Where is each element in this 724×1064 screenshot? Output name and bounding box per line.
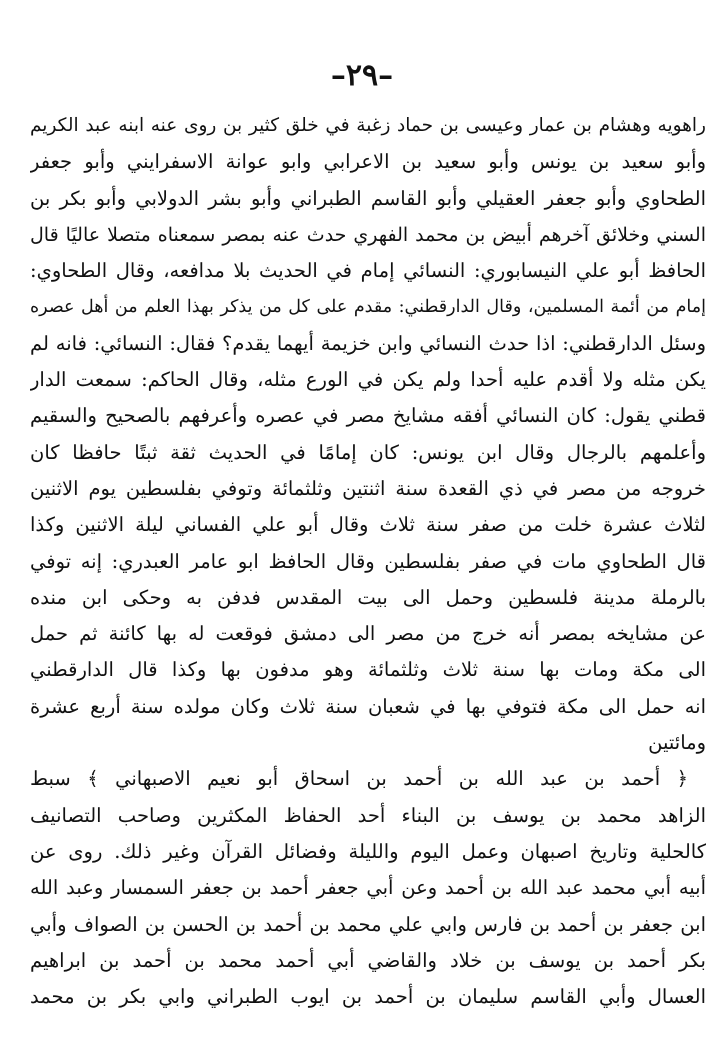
text-line: وأعلمهم بالرجال وقال ابن يونس: كان إمامًا في الحديث ثقة ثبتًا حافظا كان <box>30 440 706 464</box>
text-line: راهويه وهشام بن عمار وعيسى بن حماد زغبة في خلق كثير بن روى عنه ابنه عبد الكريم <box>30 115 706 136</box>
text-line: الطحاوي وأبو جعفر العقيلي وأبو القاسم الطبراني وأبو بشر الدولابي وأبو بكر بن <box>30 186 706 210</box>
page-number: –٢٩– <box>330 58 394 93</box>
text-line: يكن مثله ولا أقدم عليه أحدا ولم يكن في الورع مثله، وقال الحاكم: سمعت الدار <box>30 368 706 392</box>
entry-heading-line: ﴿ أحمد بن عبد الله بن أحمد بن اسحاق أبو نعيم الاصبهاني ﴾ سبط <box>30 767 688 791</box>
text-line: قطني يقول: كان النسائي أفقه مشايخ مصر في عصره وأعرفهم بالصحيح والسقيم <box>30 404 706 428</box>
text-line: خروجه من مصر في ذي القعدة سنة اثنتين وثلثمائة وتوفي بفلسطين يوم الاثنين <box>30 476 706 500</box>
text-line: الزاهد محمد بن يوسف بن البناء أحد الحفاظ المكثرين وصاحب التصانيف <box>30 803 706 827</box>
text-line: قال الطحاوي مات في صفر بفلسطين وقال الحافظ ابو عامر العبدري: إنه توفي <box>30 549 706 573</box>
text-line: الى مكة ومات بها سنة ثلاث وثلثمائة وهو مدفون بها وكذا قال الدارقطني <box>30 658 706 682</box>
text-line: بكر أحمد بن يوسف بن خلاد والقاضي أبي أحمد محمد بن أحمد بن ابراهيم <box>30 948 706 972</box>
text-block <box>30 108 706 1015</box>
text-line: ابن جعفر بن أحمد بن فارس وابي علي محمد بن أحمد بن الحسن بن الصواف وأبي <box>30 912 706 936</box>
text-line: وسئل الدارقطني: اذا حدث النسائي وابن خزيمة أيهما يقدم؟ فقال: النسائي: فانه لم <box>30 331 706 355</box>
text-line: انه حمل الى مكة فتوفي بها في شعبان سنة ثلاث وكان مولده سنة أربع عشرة <box>30 694 706 718</box>
text-line: وأبو سعيد بن يونس وأبو سعيد بن الاعرابي وابو عوانة الاسفرايني وأبو جعفر <box>30 150 706 174</box>
text-line: السني وخلائق آخرهم أبيض بن محمد الفهري حدث عنه بمصر سمعناه متصلا عاليًا قال <box>30 223 706 246</box>
text-line: إمام من أئمة المسلمين، وقال الدارقطني: مقدم على كل من يذكر بهذا العلم من أهل عصره <box>30 297 706 318</box>
text-line: كالحلية وتاريخ اصبهان وعمل اليوم والليلة وفضائل القرآن وغير ذلك. روى عن <box>30 839 706 863</box>
text-line: العسال وأبي القاسم سليمان بن أحمد بن ايوب الطبراني وابي بكر بن محمد <box>30 985 706 1009</box>
text-line-paragraph-end: ومائتين <box>648 731 706 755</box>
text-line: أبيه أبي محمد عبد الله بن أحمد وعن أبي جعفر أحمد بن جعفر السمسار وعبد الله <box>30 876 706 900</box>
text-line: لثلاث عشرة خلت من صفر سنة ثلاث وقال أبو علي الفساني ليلة الاثنين وكذا <box>30 513 706 537</box>
text-line: بالرملة مدينة فلسطين وحمل الى بيت المقدس فدفن به وحكى ابن منده <box>30 585 706 609</box>
text-line: عن مشايخه بمصر أنه خرج من مصر الى دمشق فوقعت له بها كائنة ثم حمل <box>30 622 706 646</box>
text-line: الحافظ أبو علي النيسابوري: النسائي إمام في الحديث بلا مدافعه، وقال الطحاوي: <box>30 259 706 283</box>
